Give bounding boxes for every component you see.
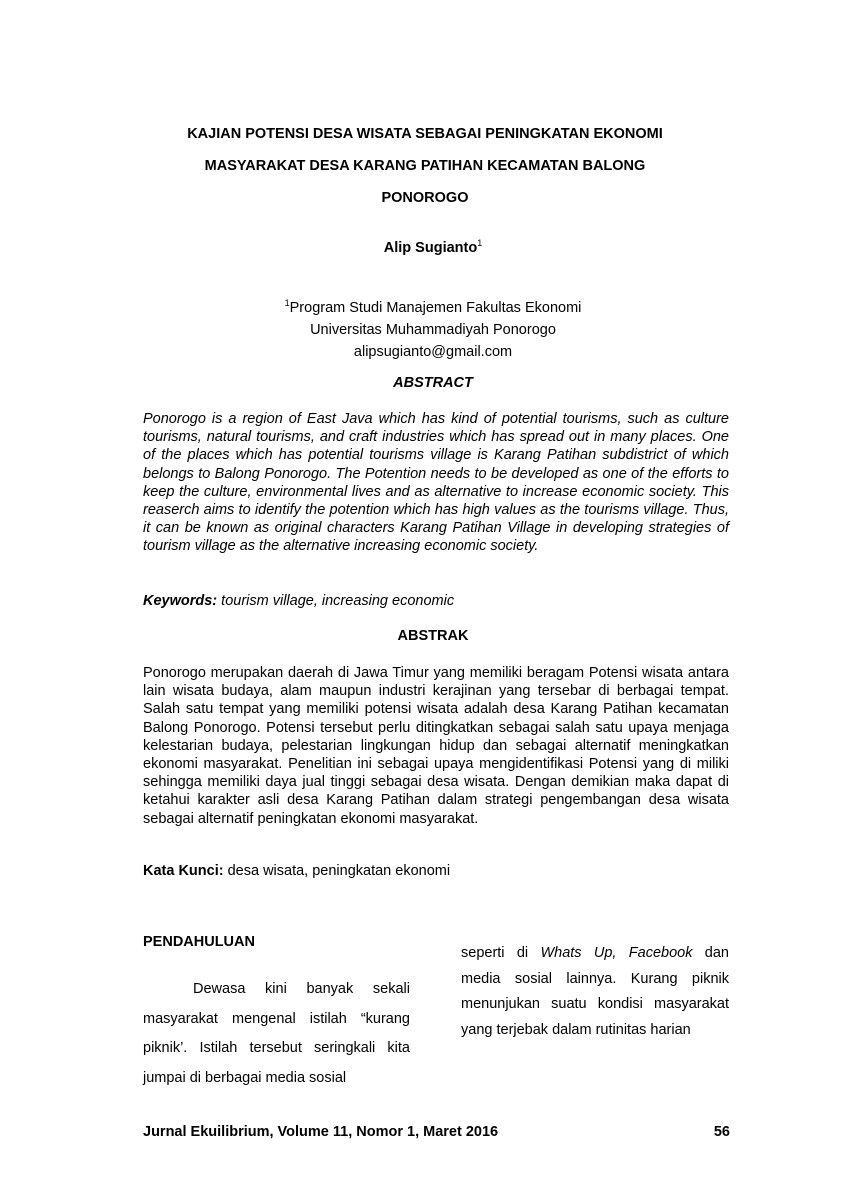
affiliation-line-2: Universitas Muhammadiyah Ponorogo: [310, 321, 556, 338]
affiliation-superscript: 1: [284, 298, 290, 308]
kata-kunci: [143, 863, 729, 879]
affiliation-line-1: $^1$Program Studi Manajemen Fakultas Ekonomi: [284, 298, 582, 316]
kata-kunci-text: desa wisata, peningkatan ekonomi: [223, 863, 451, 879]
author: [0, 238, 850, 256]
author-name: Alip Sugianto: [383, 239, 478, 256]
section-heading: PENDAHULUAN: [143, 934, 255, 950]
abstrak-text: Ponorogo merupakan daerah di Jawa Timur yang memiliki beragam Potensi wisata antara lain wisata budaya, alam maupun industri kerajinan yang tersebar di berbagai tempat. Salah satu tempat yang memiliki potensi wisata adalah desa Karang Patihan kecamatan Balong Ponorogo. Potensi tersebut perlu ditingkatkan sebagai salah satu upaya menjaga kelestarian budaya, pelestarian lingkungan hidup dan sebagai alternatif meningkatkan ekonomi masyarakat. Penelitian ini sebagai upaya mengidentifikasi Potensi yang di miliki sehingga memiliki daya jual tinggi sebagai desa wisata. Dengan demikian maka dapat di ketahui karakter asli desa Karang Patihan dalam strategi pengembangan desa wisata sebagai alternatif peningkatan ekonomi masyarakat.: [143, 665, 729, 827]
abstrak-heading: ABSTRAK: [397, 628, 469, 644]
social-media-names: Whats Up, Facebook: [540, 945, 693, 961]
paper-title: [120, 118, 730, 214]
page-number: 56: [713, 1124, 730, 1140]
kata-kunci-label: Kata Kunci:: [143, 863, 224, 879]
abstract-text: Ponorogo is a region of East Java which has kind of potential tourisms, such as culture tourisms, natural tourisms, and craft industries which has spread out in many places. One of the places which has potential tourisms village is Karang Patihan subdistrict of which belongs to Balong Ponorogo. The Potention needs to be developed as one of the efforts to keep the culture, environmental lives and as alternative to increase economic society. This reaserch aims to identify the potention which has high values as the tourisms village. Thus, it can be known as original characters Karang Patihan Village in developing strategies of tourism village as the alternative increasing economic society.: [143, 411, 729, 555]
affiliation: [0, 292, 850, 363]
author-email: alipsugianto@gmail.com: [353, 343, 513, 360]
left-column-text: Dewasa kini banyak sekali masyarakat mengenal istilah “kurang piknik’. Istilah tersebut seringkali kita jumpai di berbagai media sosial: [143, 981, 410, 1086]
right-column-text: seperti di Whats Up, Facebook dan media sosial lainnya. Kurang piknik menunjukan suatu kondisi masyarakat yang terjebak dalam rutinitas harian: [461, 945, 729, 1038]
journal-footer: Jurnal Ekuilibrium, Volume 11, Nomor 1, Maret 2016: [143, 1124, 499, 1140]
keywords: [143, 593, 729, 609]
keywords-label: Keywords:: [143, 593, 218, 609]
title-line-3: PONOROGO: [381, 190, 469, 206]
author-superscript: 1: [477, 238, 483, 248]
keywords-text: tourism village, increasing economic: [217, 593, 455, 609]
title-line-1: KAJIAN POTENSI DESA WISATA SEBAGAI PENINGKATAN EKONOMI: [187, 126, 663, 142]
abstract-heading: ABSTRACT: [393, 375, 473, 391]
title-line-2: MASYARAKAT DESA KARANG PATIHAN KECAMATAN BALONG: [204, 158, 646, 174]
